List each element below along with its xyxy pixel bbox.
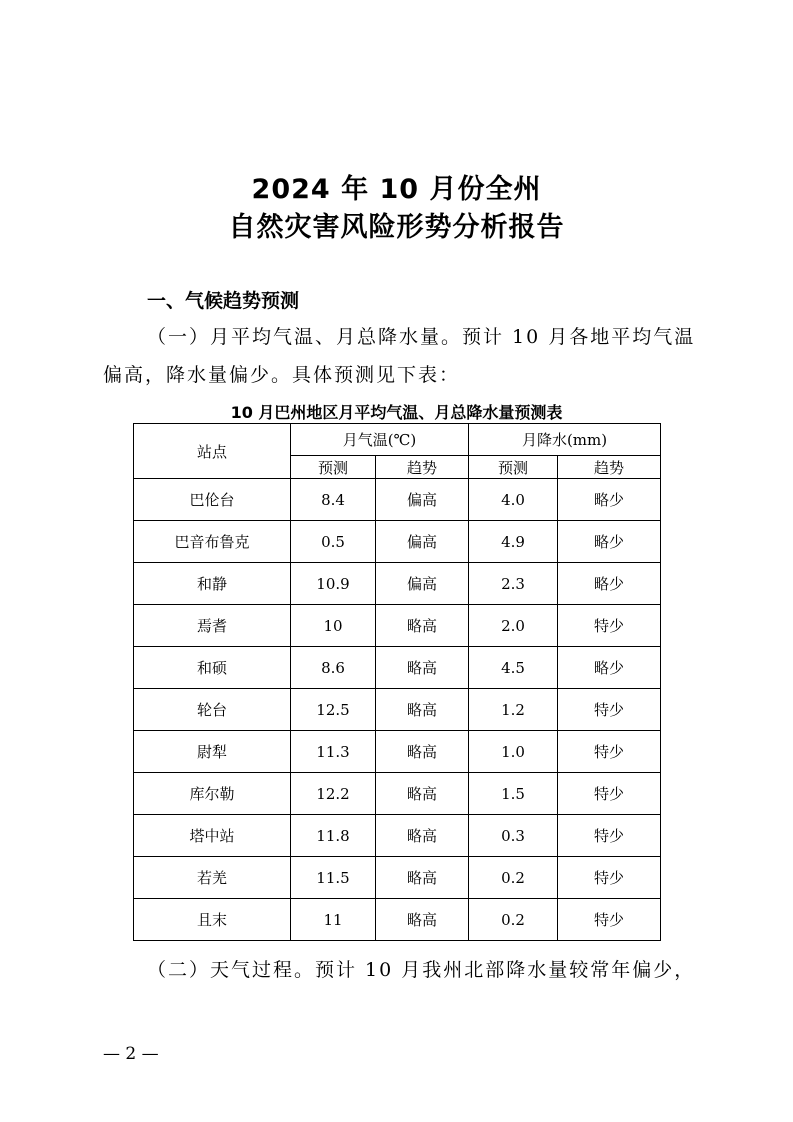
temp-trend-cell: 略高 xyxy=(376,815,469,857)
station-cell: 和硕 xyxy=(134,647,291,689)
temp-trend-cell: 偏高 xyxy=(376,479,469,521)
temp-forecast-cell: 12.2 xyxy=(291,773,376,815)
precip-forecast-cell: 1.0 xyxy=(469,731,558,773)
forecast-table xyxy=(133,423,661,941)
station-cell: 塔中站 xyxy=(134,815,291,857)
section-heading: 一、气候趋势预测 xyxy=(147,290,300,312)
temp-forecast-cell: 10 xyxy=(291,605,376,647)
station-header: 站点 xyxy=(134,424,291,479)
report-title-line2: 自然灾害风险形势分析报告 xyxy=(228,212,565,243)
station-cell: 轮台 xyxy=(134,689,291,731)
table-caption: 10 月巴州地区月平均气温、月总降水量预测表 xyxy=(230,403,563,422)
precip-trend-cell: 特少 xyxy=(558,773,661,815)
precip-forecast-header: 预测 xyxy=(469,456,558,479)
precip-trend-cell: 特少 xyxy=(558,815,661,857)
table-row xyxy=(134,815,661,857)
temp-header: 月气温(℃) xyxy=(291,424,469,456)
precip-trend-cell: 特少 xyxy=(558,899,661,941)
precip-trend-cell: 特少 xyxy=(558,731,661,773)
temp-trend-cell: 略高 xyxy=(376,731,469,773)
precip-forecast-cell: 1.2 xyxy=(469,689,558,731)
table-row xyxy=(134,563,661,605)
table-row xyxy=(134,605,661,647)
temp-trend-cell: 略高 xyxy=(376,689,469,731)
table-row xyxy=(134,731,661,773)
table-row xyxy=(134,773,661,815)
temp-forecast-cell: 11.3 xyxy=(291,731,376,773)
precip-trend-cell: 特少 xyxy=(558,857,661,899)
station-cell: 库尔勒 xyxy=(134,773,291,815)
table-row xyxy=(134,689,661,731)
station-cell: 且末 xyxy=(134,899,291,941)
station-cell: 巴伦台 xyxy=(134,479,291,521)
temp-forecast-header: 预测 xyxy=(291,456,376,479)
temp-forecast-cell: 8.6 xyxy=(291,647,376,689)
temp-forecast-cell: 11.5 xyxy=(291,857,376,899)
precip-forecast-cell: 4.0 xyxy=(469,479,558,521)
temp-trend-cell: 略高 xyxy=(376,773,469,815)
precip-trend-cell: 略少 xyxy=(558,521,661,563)
temp-trend-cell: 略高 xyxy=(376,899,469,941)
table-row xyxy=(134,899,661,941)
station-cell: 尉犁 xyxy=(134,731,291,773)
temp-trend-cell: 偏高 xyxy=(376,521,469,563)
table-row xyxy=(134,647,661,689)
table-row xyxy=(134,479,661,521)
paragraph-line: （二）天气过程。预计 10 月我州北部降水量较常年偏少， xyxy=(147,959,696,981)
precip-forecast-cell: 4.5 xyxy=(469,647,558,689)
precip-trend-cell: 特少 xyxy=(558,689,661,731)
temp-forecast-cell: 0.5 xyxy=(291,521,376,563)
precip-forecast-cell: 0.2 xyxy=(469,899,558,941)
precip-trend-cell: 特少 xyxy=(558,605,661,647)
temp-forecast-cell: 8.4 xyxy=(291,479,376,521)
temp-trend-cell: 偏高 xyxy=(376,563,469,605)
station-cell: 巴音布鲁克 xyxy=(134,521,291,563)
precip-forecast-cell: 4.9 xyxy=(469,521,558,563)
paragraph-line: 偏高，降水量偏少。具体预测见下表： xyxy=(103,364,461,386)
precip-trend-cell: 略少 xyxy=(558,479,661,521)
precip-trend-cell: 略少 xyxy=(558,647,661,689)
temp-forecast-cell: 11.8 xyxy=(291,815,376,857)
precip-forecast-cell: 0.3 xyxy=(469,815,558,857)
station-cell: 和静 xyxy=(134,563,291,605)
precip-trend-cell: 略少 xyxy=(558,563,661,605)
temp-trend-cell: 略高 xyxy=(376,605,469,647)
table-row xyxy=(134,521,661,563)
precip-forecast-cell: 2.3 xyxy=(469,563,558,605)
station-cell: 焉耆 xyxy=(134,605,291,647)
temp-trend-cell: 略高 xyxy=(376,857,469,899)
precip-forecast-cell: 2.0 xyxy=(469,605,558,647)
temp-trend-header: 趋势 xyxy=(376,456,469,479)
report-title-line1: 2024 年 10 月份全州 xyxy=(251,174,542,205)
table-row xyxy=(134,857,661,899)
temp-forecast-cell: 11 xyxy=(291,899,376,941)
temp-forecast-cell: 12.5 xyxy=(291,689,376,731)
station-cell: 若羌 xyxy=(134,857,291,899)
paragraph-line: （一）月平均气温、月总降水量。预计 10 月各地平均气温 xyxy=(147,326,696,348)
precip-forecast-cell: 1.5 xyxy=(469,773,558,815)
temp-forecast-cell: 10.9 xyxy=(291,563,376,605)
page-number: — 2 — xyxy=(103,1044,159,1064)
precip-forecast-cell: 0.2 xyxy=(469,857,558,899)
temp-trend-cell: 略高 xyxy=(376,647,469,689)
precip-trend-header: 趋势 xyxy=(558,456,661,479)
precip-header: 月降水(mm) xyxy=(469,424,661,456)
